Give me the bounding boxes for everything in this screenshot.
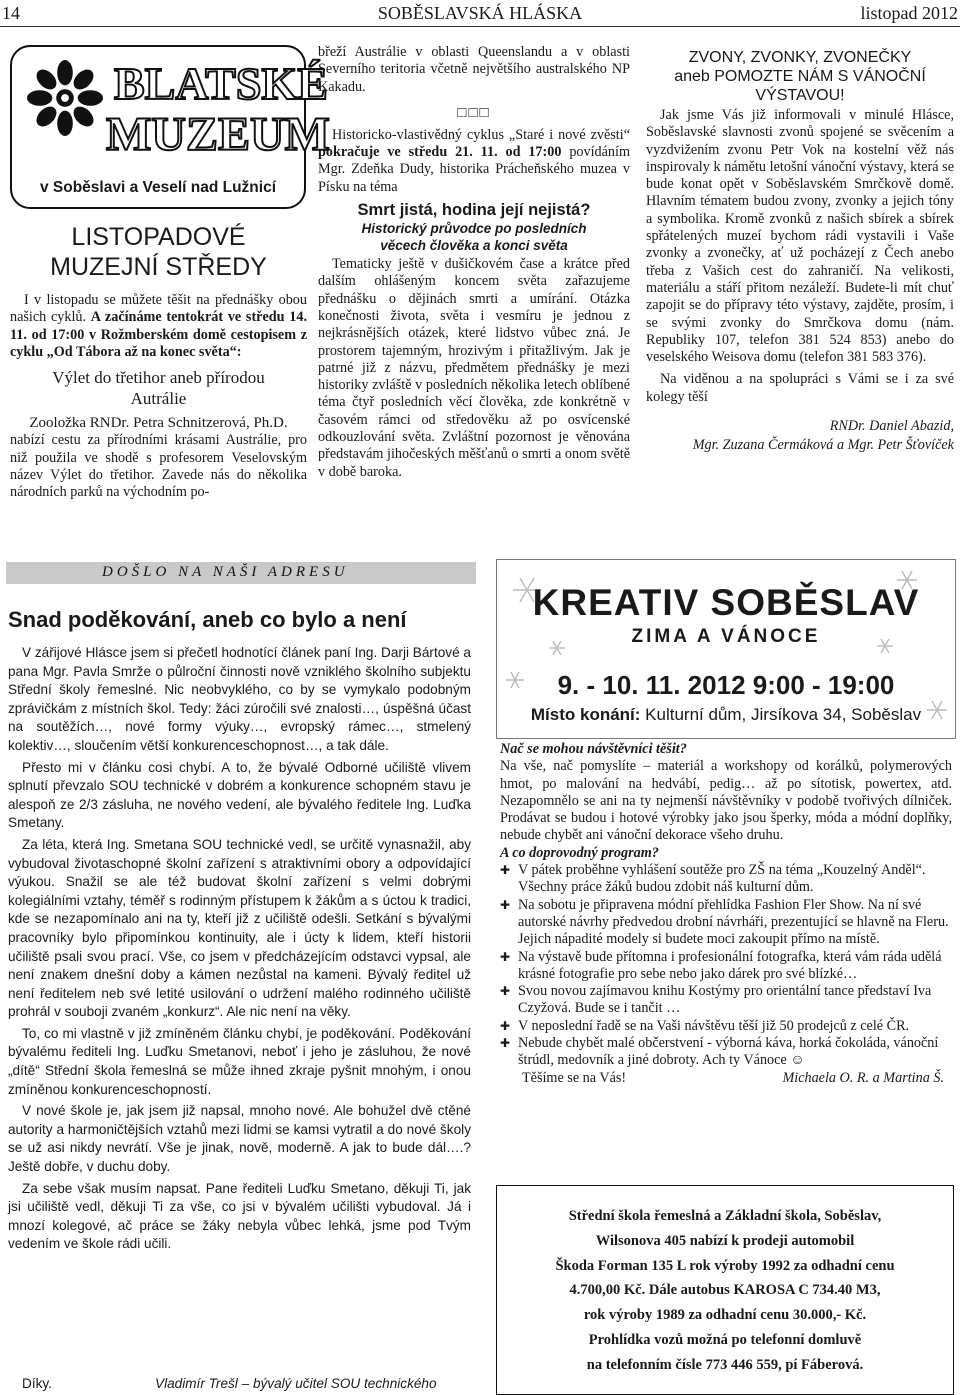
speaker: Zooložka RNDr. Petra Schnitzerová, Ph.D.: [29, 415, 288, 432]
heading-muzejni-stredy: MUZEJNÍ STŘEDY: [50, 253, 267, 281]
cycle-speaker: povídáním Mgr. Zdeňka Dudy, historika Prácheňského muzea v Písku na téma: [318, 144, 631, 195]
ad-line: Střední škola řemeslná a Základní škola, Soběslav,: [568, 1208, 882, 1224]
venue-label: Místo konání:: [530, 705, 641, 724]
blatske-muzeum-logo: [10, 45, 330, 209]
car-sale-ad: [496, 1185, 954, 1395]
talk-subtitle: Historický průvodce po posledních věcech člověka a konci světa: [361, 221, 587, 254]
bells-heading-2: aneb POMOZTE NÁM S VÁNOČNÍ: [674, 68, 926, 85]
kreativ-venue: [497, 705, 955, 725]
letter-paragraph: Za léta, která Ing. Smetana SOU technické vedl, se určitě vynasnažil, aby vybudoval životaschopné školní zařízení s atraktivními obory a odpovídající výukou. Snažil se ale též budovat školní zařízení s velmi dobrými kolegiálními vztahy, téměř s rodinným přístupem k žákům a s úctou k tradici, kde se nezapomínalo ani na ty, kteří již z učiliště odešli. Setkání s bývalými pracovníky bylo připomínkou kontinuity, ale i úcty k lidem, kteří historii učiliště psali svou prací. Vše, co jsem v předcházejícím odstavci vypsal, ale není znakem dnešní doby a kámen nezůstal na kameni. Bývalý ředitel už není ředitelem neb své letité usilování o udržení malého rodinného učiliště prohrál v souboji zvaném „konkurz“. Ale nic není na věky.: [8, 836, 471, 1020]
flower-icon: [26, 59, 104, 137]
ad-line: Škoda Forman 135 L rok výroby 1992 za odhadní cenu: [555, 1257, 895, 1274]
cycle-paragraph: [318, 127, 630, 196]
logo-line2: MUZEUM: [106, 108, 330, 161]
letter-paragraph: V nové škole je, jak jsem již napsal, mnoho nové. Ale bohužel dvě ctěné autority a harmoničtějších vztahů mezi lidmi se kamsi vytratil a do nové školy se už asi nikdy nevrátí. Vše je jinak, nově, moderně. A jak to bude dál….? Ještě dobře, v duchu doby.: [8, 1103, 471, 1175]
letter-body: [8, 644, 471, 1257]
page-header: [0, 0, 960, 27]
kreativ-paragraph: Na vše, nač pomyslíte – materiál a workshopy od korálků, polymerových hmot, po malování na hedvábí, pedig… až po sítotisk, powertex, atd. Nezapomnělo se ani na ty nejmenší návštěvníky v podobě tvořivých dílniček. Prodávat se budou i hotové výrobky jako jsou šperky, móda a módní doplňky, nebude chybět ani vánoční dekorace všeho druhu.: [500, 758, 952, 844]
bells-closing: Na viděnou a na spolupráci s Vámi se i za své kolegy těší: [646, 371, 954, 405]
smiley-icon: ☺: [790, 1052, 805, 1069]
venue-text: Kulturní dům, Jirsíkova 34, Soběslav: [640, 705, 922, 724]
intro-paragraph: [10, 292, 307, 361]
talk-title: Smrt jistá, hodina její nejistá?: [357, 201, 591, 220]
kreativ-subtitle: ZIMA A VÁNOCE: [631, 626, 821, 647]
kreativ-dates: 9. - 10. 11. 2012 9:00 - 19:00: [557, 670, 895, 700]
section-label: DOŠLO NA NAŠI ADRESU: [102, 564, 349, 580]
kreativ-program-item: ✚ Svou novou zajímavou knihu Kostýmy pro orientální tance představí Iva Czyžová. Bude se i tančit …: [500, 983, 952, 1018]
bells-paragraph: Jak jsme Vás již informovali v minulé Hlásce, Soběslavské slavnosti zvonů spojené se svěcením a vyzdvižením zvonu Petr Vok na kostelní věž nás inspirovaly k námětu letošní vánoční výstavy, která se bude konat opět v Soběslavském Smrčkově domě. Hlavním tématem budou zvony, zvonky a jejich tóny a symbolika. Kromě zvonků z našich sbírek a sbírek spřátelených muzeí bychom rádi vystavili i Vaše zvonky a zvonečky, ať už pocházejí z Čech anebo třeba z Vašich cest do zahraničí. Na velikosti, materiálu a stáří přitom nezáleží. Budete-li mít chuť zapojit se do přípravy této výstavy, zajděte, prosím, i se svými zvonky do Smrčkova domu (nám. Republiky 107, telefon 381 524 853) anebo do veselského Weisova domu (telefon 381 583 376).: [646, 107, 954, 366]
letter-paragraph: Za sebe však musím napsat. Pane řediteli Luďku Smetano, děkuji Ti, jak jsi učiliště vedl, děkuji Ti za vše, co jsi v bývalém učilišti vybudoval. Já i mnozí kolegové, ač práce se žáky nebyla vůbec lehká, jsme pod Tvým vedením ve škole rádi učili.: [8, 1180, 471, 1252]
talk-title-1: Výlet do třetihor aneb přírodou: [52, 368, 265, 388]
section-bar: [6, 562, 476, 584]
ad-line: rok výroby 1989 za odhadní cenu 30.000,- Kč.: [583, 1307, 867, 1324]
kreativ-footer: [500, 1070, 952, 1088]
ad-line: 4.700,00 Kč. Dále autobus KAROSA C 734.40 M3,: [569, 1282, 881, 1299]
issue-date: listopad 2012: [860, 3, 958, 23]
kreativ-program-item: ✚ V pátek proběhne vyhlášení soutěže pro ZŠ na téma „Kouzelný Anděl“. Všechny práce žáků budou zdobit náš kulturní dům.: [500, 862, 952, 897]
bells-signature-1: RNDr. Daniel Abazid,: [829, 418, 954, 435]
cycle-date: pokračuje ve středu 21. 11. od 17:00: [318, 144, 562, 161]
talk-description: nabízí cestu za přírodními krásami Austrálie, pro niž použila ve shodě s profesorem Veselovským název Výlet do třetihor. Zavede nás do několika národních parků na východním po-: [10, 432, 307, 501]
newspaper-title: SOBĚSLAVSKÁ HLÁSKA: [377, 3, 583, 23]
letter-paragraph: To, co mi vlastně v již zmíněném článku chybí, je poděkování. Poděkování bývalému řediteli Ing. Luďku Smetanovi, neboť i jeho je zásluhou, že nové „dítě“ Střední škola řemeslná se může ihned zkraje pyšnit mnohým, i onou zmíněnou konkurenceschopností.: [8, 1025, 471, 1097]
ad-line: na telefonním čísle 773 446 559, pí Fáberová.: [586, 1356, 864, 1373]
kreativ-title: KREATIV SOBĚSLAV: [532, 582, 920, 623]
kreativ-signature: Michaela O. R. a Martina Š.: [782, 1069, 944, 1086]
kreativ-question-2: A co doprovodný program?: [500, 844, 659, 861]
kreativ-banner: [496, 559, 956, 739]
letter-thanks: Díky.: [22, 1376, 52, 1391]
talk-title-2: Autrálie: [130, 389, 187, 409]
kreativ-program-item: ✚ Na výstavě bude přítomna i profesionální fotografka, která vám ráda udělá krásné fotografie pro sebe nebo jako dárek pro své blízké…: [500, 949, 952, 984]
kreativ-program-item: ✚ V neposlední řadě se na Vaši návštěvu těší již 50 prodejců z celé ČR.: [500, 1018, 952, 1035]
talk-continued: břeží Austrálie v oblasti Queenslandu a v oblasti Severního teritoria včetně největšího australského NP Kakadu.: [318, 44, 630, 95]
kreativ-text: [500, 741, 952, 1088]
kreativ-program-item: ✚ Na sobotu je připravena módní přehlídka Fashion Fler Show. Na ní své autorské návrhy předvedou drobní návrháři, prezentující se hlavně na Fleru. Jejich nápadité modely si budete moci zakoupit přímo na místě.: [500, 897, 952, 949]
letter-paragraph: V zářijové Hlásce jsem si přečetl hodnotící článek paní Ing. Darji Bártové a pana Mgr. Pavla Smrže o půlroční činnosti nově vzniklého školního subjektu Střední školy řemeslné. Nic neobvyklého, co by se vymykalo podobným zprávičkám z místních škol. Tedy: žáci zúročili své znalosti…, úspěšná účast na soutěžích…, nové formy výuky…, evropský rámec…, stmelený kolektiv…, sloučením větší konkurenceschopnost…, a tak dále.: [8, 645, 471, 753]
intro-text: I v listopadu se můžete těšit na přednášky obou našich cyklů.: [10, 292, 307, 326]
kreativ-question-1: Nač se mohou návštěvníci těšit?: [500, 741, 687, 757]
ad-line: Wilsonova 405 nabízí k prodeji automobil: [595, 1232, 855, 1249]
kreativ-program-item: [500, 1035, 952, 1070]
column-3: [646, 48, 954, 455]
column-2: [318, 44, 630, 481]
letter-paragraph: Přesto mi v článku cosi chybí. A to, že bývalé Odborné učiliště vlivem splnutí převzalo SOU technické v dobrém a konkurence schopném stavu je alespoň ze 2/3 zásluha, ne nového vedení, ale bývalého ředitele Ing. Luďka Smetany.: [8, 759, 471, 831]
talk-body: Tematicky ještě v dušičkovém čase a krátce před dalším ohlášeným koncem světa zařazujeme přednášku o dějinách smrti a umírání. Otázka konečnosti života, světa i vesmíru je jednou z nejkrásnějších otázek, které lidstvo vůbec zná. Je prostorem tajemným, hrozivým i přitažlivým. Jak je patrné již z názvu, předmětem přednášky je mezi historiky zvláště v posledních několika letech oblíbené téma čtyř posledních věcí člověka, zde konkrétně v časovém rámci od středověku až po osvícenské odkouzlování světa. Zvláštní pozornost je věnována představám jihočeských měšťanů o smrti a onom světě v době baroka.: [318, 256, 630, 480]
column-1: [10, 222, 307, 502]
logo-line3: v Soběslavi a Veselí nad Lužnicí: [39, 179, 277, 196]
logo-line1: BLATSKÉ: [114, 58, 328, 109]
section-separator: □□□: [457, 103, 491, 121]
kreativ-closing: Těšíme se na Vás!: [522, 1069, 627, 1086]
cycle-text: Historicko-vlastivědný cyklus „Staré i nové zvěsti“: [332, 126, 630, 143]
heading-listopadove: LISTOPADOVÉ: [71, 223, 246, 251]
bells-signature-2: Mgr. Zuzana Čermáková a Mgr. Petr Šťovíček: [692, 437, 954, 454]
letter-signature: Vladimír Trešl – bývalý učitel SOU technického: [155, 1376, 437, 1391]
kreativ-program-text: Nebude chybět malé občerstvení - výborná káva, horká čokoláda, vánoční štrúdl, medovník a jiné dobroty. Ach ty Vánoce: [518, 1035, 939, 1069]
bells-heading-1: ZVONY, ZVONKY, ZVONEČKY: [688, 49, 912, 66]
intro-bold-text: A začínáme tentokrát ve středu 14. 11. od 17:00 v Rožmberském domě cestopisem z cyklu „Od Tábora až na konec světa“:: [10, 309, 307, 360]
bells-heading-3: VÝSTAVOU!: [755, 87, 845, 104]
page-number: 14: [2, 3, 20, 23]
letter-title: Snad poděkování, aneb co bylo a není: [8, 607, 407, 632]
ad-line: Prohlídka vozů možná po telefonní domluvě: [588, 1331, 862, 1348]
